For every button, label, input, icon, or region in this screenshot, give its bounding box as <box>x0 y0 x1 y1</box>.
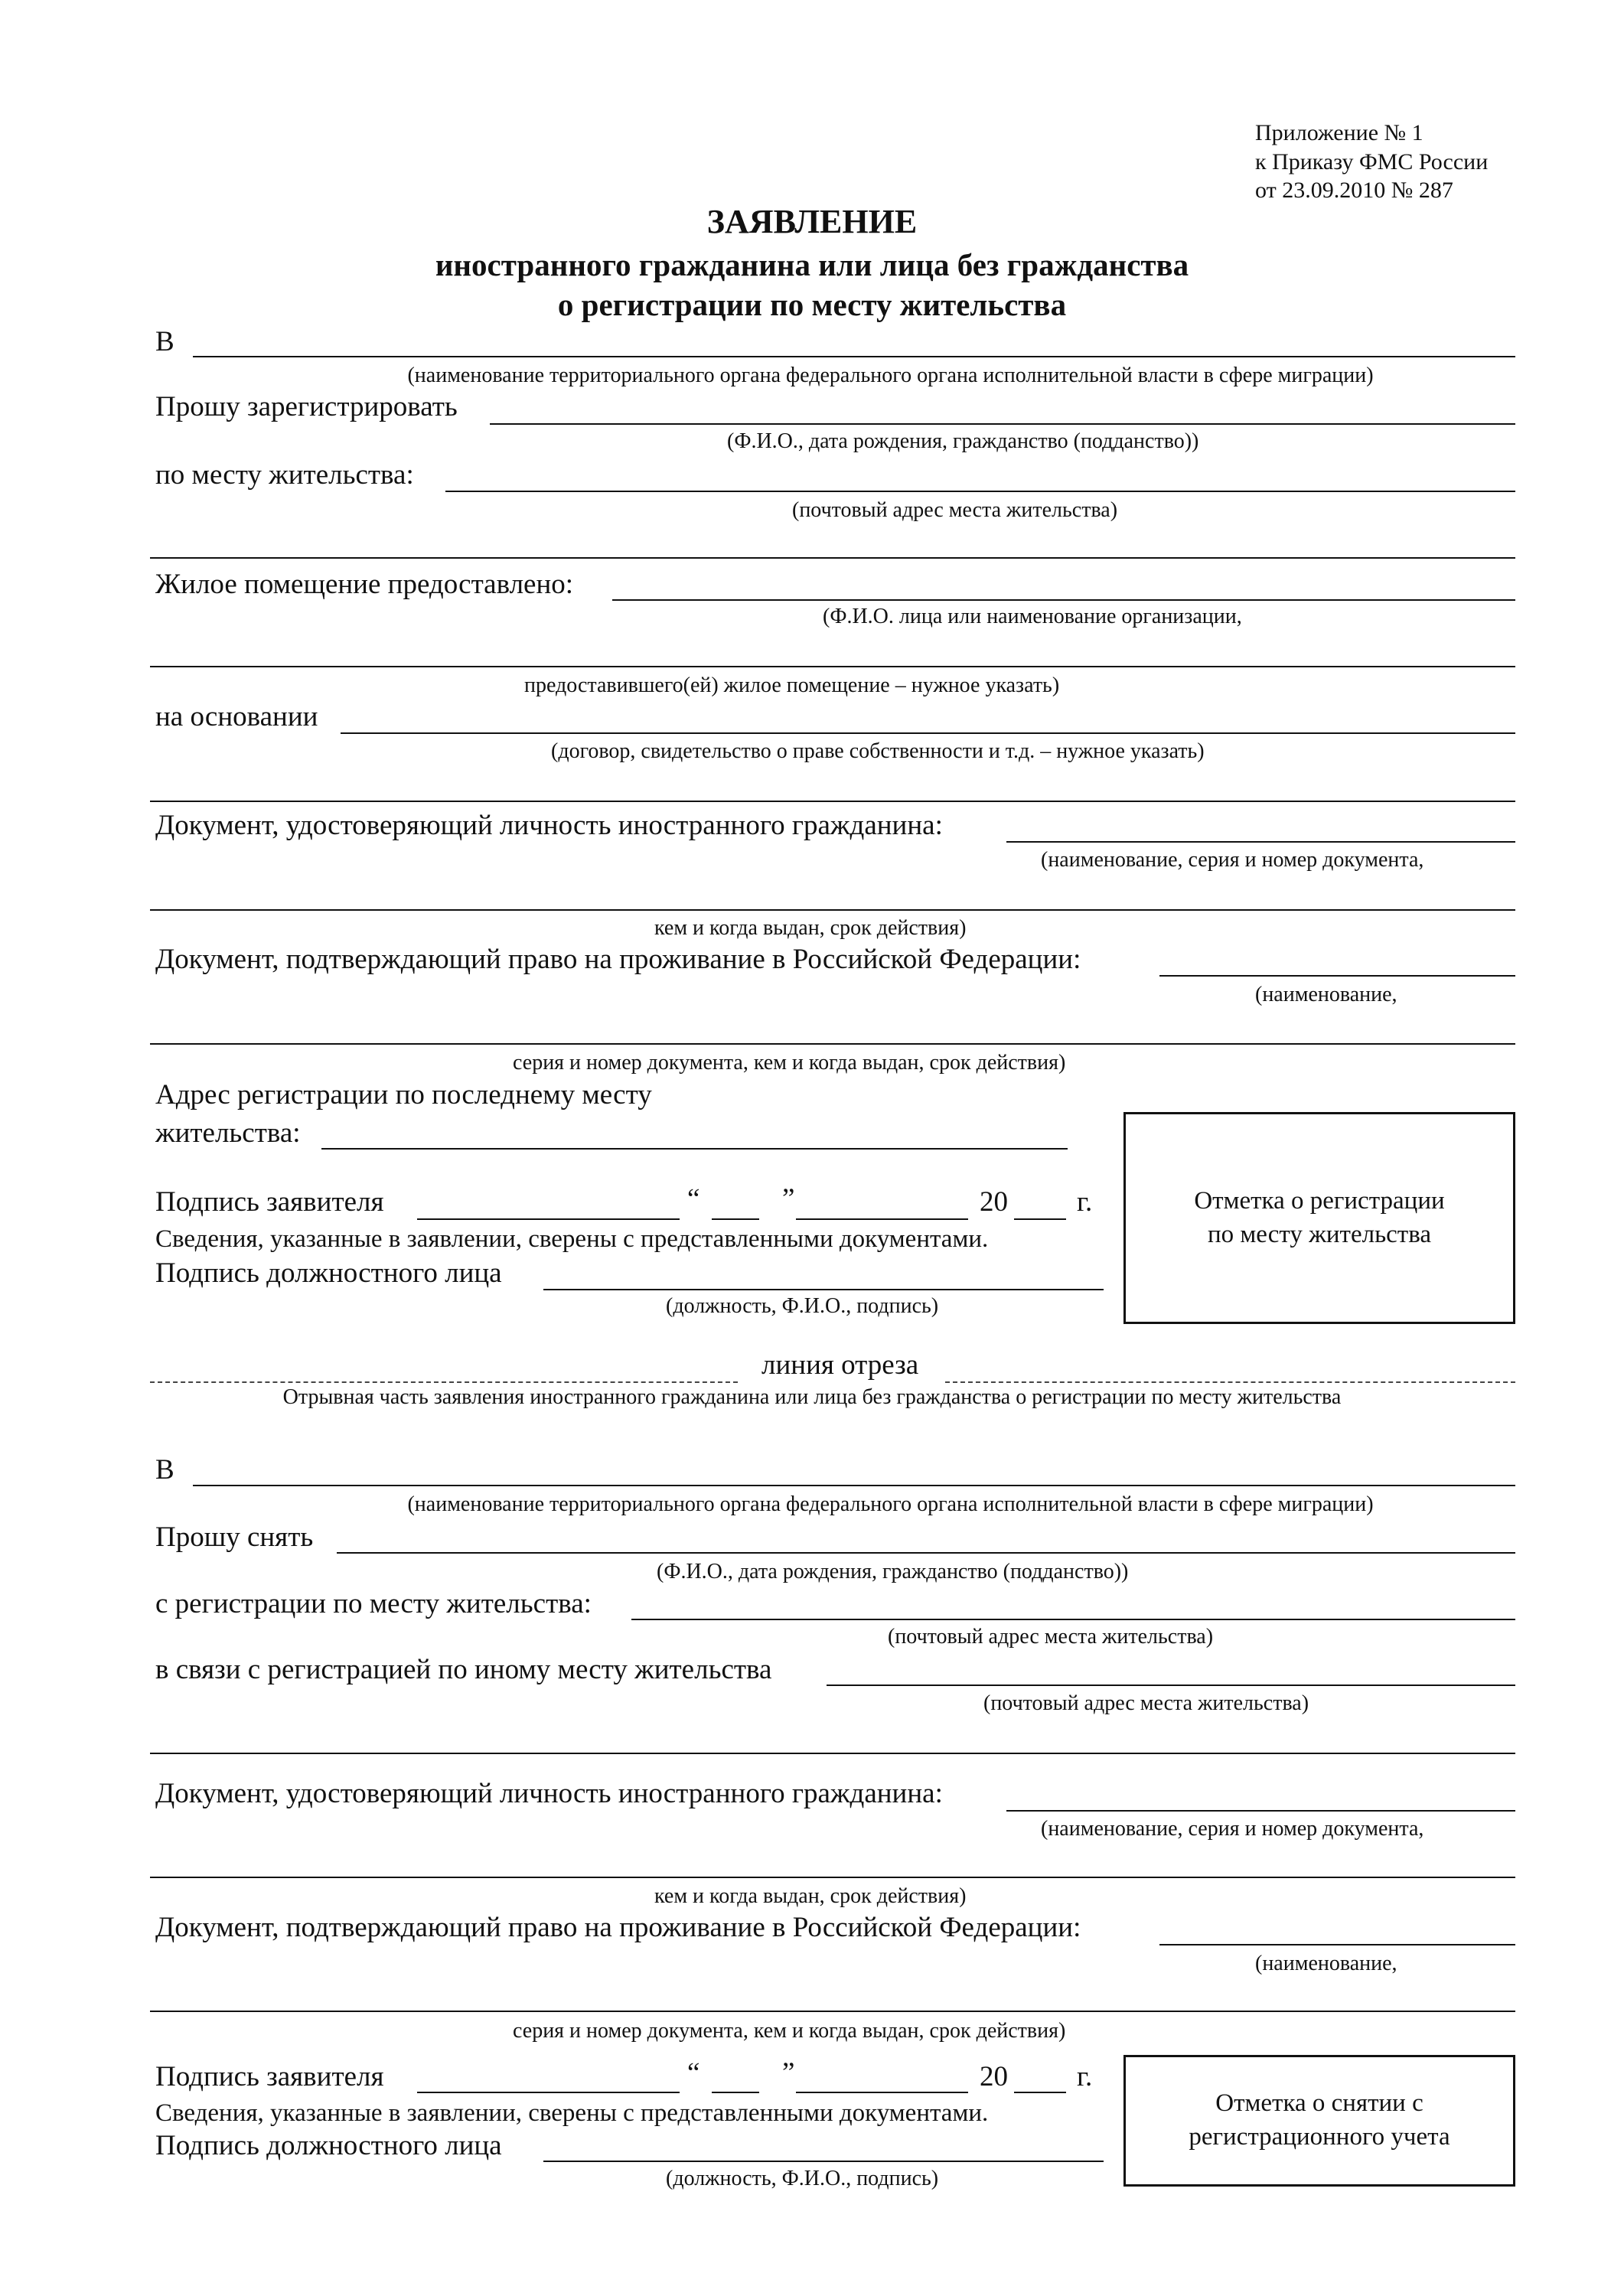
tear-year-field[interactable] <box>1014 2092 1066 2093</box>
id-doc-hint-1: (наименование, серия и номер документа, <box>1041 848 1424 872</box>
tear-quote-open: “ <box>687 2057 700 2089</box>
cut-line-label: линия отреза <box>761 1349 919 1381</box>
tear-year-prefix: 20 <box>980 2061 1008 2092</box>
tear-residence-doc-field-2[interactable] <box>150 2011 1515 2012</box>
tear-id-doc-hint-2: кем и когда выдан, срок действия) <box>654 1884 967 1908</box>
id-doc-field[interactable] <box>1006 841 1515 843</box>
prev-address-label-1: Адрес регистрации по последнему месту <box>155 1079 652 1110</box>
tear-residence-doc-hint-2: серия и номер документа, кем и когда выдан, срок действия) <box>513 2019 1066 2043</box>
residence-address-field-2[interactable] <box>150 557 1515 559</box>
cut-line-right <box>945 1381 1515 1383</box>
tear-residence-doc-label: Документ, подтверждающий право на проживание в Российской Федерации: <box>155 1912 1081 1943</box>
tear-applicant-field[interactable] <box>337 1552 1515 1554</box>
new-address-field[interactable] <box>827 1684 1515 1686</box>
residence-address-hint: (почтовый адрес места жительства) <box>792 498 1118 522</box>
verified-text: Сведения, указанные в заявлении, сверены с представленными документами. <box>155 1225 989 1253</box>
id-doc-label: Документ, удостоверяющий личность иностранного гражданина: <box>155 810 943 841</box>
tear-official-signature-field[interactable] <box>543 2161 1104 2162</box>
basis-field[interactable] <box>341 732 1515 734</box>
official-hint: (должность, Ф.И.О., подпись) <box>666 1294 939 1318</box>
tear-official-signature-label: Подпись должностного лица <box>155 2130 502 2161</box>
old-address-field[interactable] <box>631 1619 1515 1620</box>
prev-address-field[interactable] <box>321 1148 1068 1150</box>
from-registration-label: с регистрации по месту жительства: <box>155 1588 592 1619</box>
tear-residence-doc-hint-1: (наименование, <box>1255 1952 1397 1975</box>
residence-doc-hint-2: серия и номер документа, кем и когда выдан, срок действия) <box>513 1051 1066 1075</box>
registration-stamp-box <box>1123 1112 1515 1324</box>
tear-authority-field[interactable] <box>193 1485 1515 1486</box>
tear-verified-text: Сведения, указанные в заявлении, сверены с представленными документами. <box>155 2099 989 2127</box>
remove-label: Прошу снять <box>155 1521 314 1553</box>
id-doc-field-2[interactable] <box>150 909 1515 911</box>
old-address-hint: (почтовый адрес места жительства) <box>888 1625 1214 1649</box>
tear-authority-hint: (наименование территориального органа федерального органа исполнительной власти в сфере миграции) <box>407 1492 1374 1516</box>
housing-provider-field[interactable] <box>612 599 1515 601</box>
official-signature-field[interactable] <box>543 1289 1104 1290</box>
housing-hint-1: (Ф.И.О. лица или наименование организации, <box>823 605 1242 628</box>
residence-doc-hint-1: (наименование, <box>1255 983 1397 1006</box>
form-subtitle-2: о регистрации по месту жительства <box>557 287 1067 322</box>
official-signature-label: Подпись должностного лица <box>155 1257 502 1289</box>
tear-id-doc-field-2[interactable] <box>150 1877 1515 1878</box>
housing-hint-2: предоставившего(ей) жилое помещение – нужное указать) <box>524 673 1060 697</box>
appendix-line-3: от 23.09.2010 № 287 <box>1255 178 1453 203</box>
new-registration-label: в связи с регистрацией по иному месту жительства <box>155 1654 772 1685</box>
housing-provider-field-2[interactable] <box>150 666 1515 667</box>
month-field[interactable] <box>796 1218 968 1220</box>
deregistration-stamp-box <box>1123 2055 1515 2187</box>
quote-open: “ <box>687 1183 700 1215</box>
deregistration-stamp-text: Отметка о снятии с регистрационного учета <box>1189 2089 1450 2151</box>
residence-doc-label: Документ, подтверждающий право на проживание в Российской Федерации: <box>155 944 1081 975</box>
residence-doc-field-2[interactable] <box>150 1043 1515 1045</box>
appendix-reference <box>1255 119 1488 205</box>
tear-id-doc-field[interactable] <box>1006 1810 1515 1812</box>
year-field[interactable] <box>1014 1218 1066 1220</box>
tear-official-hint: (должность, Ф.И.О., подпись) <box>666 2167 939 2190</box>
basis-hint: (договор, свидетельство о праве собственности и т.д. – нужное указать) <box>551 739 1205 763</box>
residence-address-field[interactable] <box>445 491 1515 492</box>
tear-signature-field[interactable] <box>417 2092 680 2093</box>
tear-to-label: В <box>155 1454 174 1486</box>
year-prefix: 20 <box>980 1186 1008 1218</box>
tear-signature-label: Подпись заявителя <box>155 2061 384 2092</box>
register-label: Прошу зарегистрировать <box>155 391 458 422</box>
form-subtitle-1: иностранного гражданина или лица без гражданства <box>435 247 1189 282</box>
signature-field[interactable] <box>417 1218 680 1220</box>
to-label: В <box>155 326 174 357</box>
applicant-field[interactable] <box>490 423 1515 425</box>
basis-field-2[interactable] <box>150 801 1515 802</box>
quote-close: ” <box>782 1183 795 1215</box>
housing-label: Жилое помещение предоставлено: <box>155 569 574 600</box>
residence-doc-field[interactable] <box>1159 975 1515 977</box>
tear-year-suffix: г. <box>1077 2061 1093 2092</box>
tear-quote-close: ” <box>782 2057 795 2089</box>
authority-hint: (наименование территориального органа федерального органа исполнительной власти в сфере миграции) <box>407 364 1374 387</box>
tear-month-field[interactable] <box>796 2092 968 2093</box>
prev-address-label-2: жительства: <box>155 1117 301 1149</box>
authority-field[interactable] <box>193 356 1515 357</box>
year-suffix: г. <box>1077 1186 1093 1218</box>
signature-label: Подпись заявителя <box>155 1186 384 1218</box>
id-doc-hint-2: кем и когда выдан, срок действия) <box>654 916 967 940</box>
appendix-line-2: к Приказу ФМС России <box>1255 148 1489 174</box>
tear-off-caption: Отрывная часть заявления иностранного гражданина или лица без гражданства о регистрации по месту жительства <box>282 1385 1342 1409</box>
tear-day-field[interactable] <box>712 2092 759 2093</box>
registration-stamp-text: Отметка о регистрации по месту жительства <box>1194 1186 1445 1248</box>
new-address-field-2[interactable] <box>150 1753 1515 1754</box>
basis-label: на основании <box>155 701 318 732</box>
tear-residence-doc-field[interactable] <box>1159 1944 1515 1945</box>
new-address-hint: (почтовый адрес места жительства) <box>983 1691 1309 1715</box>
applicant-hint: (Ф.И.О., дата рождения, гражданство (подданство)) <box>727 429 1199 453</box>
cut-line-left <box>150 1381 738 1383</box>
tear-id-doc-hint-1: (наименование, серия и номер документа, <box>1041 1817 1424 1841</box>
day-field[interactable] <box>712 1218 759 1220</box>
residence-label: по месту жительства: <box>155 459 414 491</box>
tear-applicant-hint: (Ф.И.О., дата рождения, гражданство (подданство)) <box>657 1560 1129 1583</box>
tear-id-doc-label: Документ, удостоверяющий личность иностранного гражданина: <box>155 1778 943 1809</box>
form-title: ЗАЯВЛЕНИЕ <box>706 203 918 240</box>
appendix-line-1: Приложение № 1 <box>1255 120 1423 145</box>
